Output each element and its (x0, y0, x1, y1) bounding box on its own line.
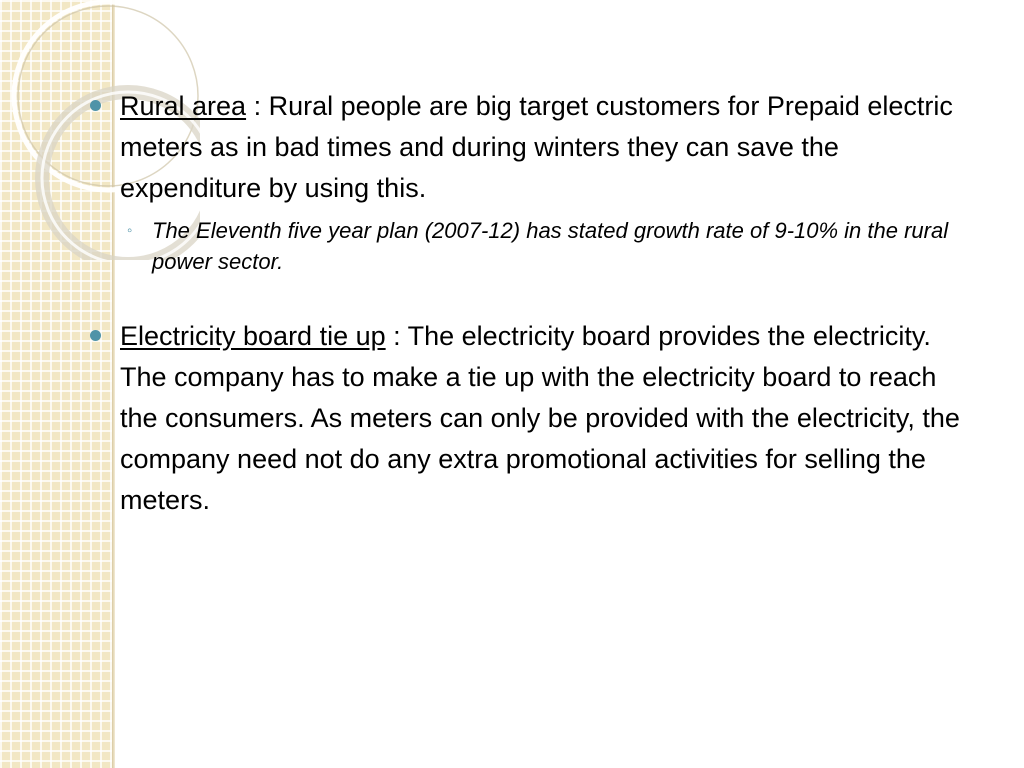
bullet-electricity-board (90, 316, 980, 521)
sub-bullet-eleventh-plan (120, 215, 980, 277)
bullet-term: Electricity board tie up (120, 321, 386, 351)
bullet-dot-icon (90, 330, 101, 341)
bullet-term: Rural area (120, 91, 247, 121)
bullet-rural-area (90, 86, 980, 277)
hollow-circle-icon: ◦ (127, 222, 133, 239)
slide-content (90, 86, 980, 521)
bullet-text: : Rural people are big target customers for Prepaid electric meters as in bad times and during winters they can save the expenditure by using this. (120, 91, 953, 203)
sub-bullet-text: The Eleventh five year plan (2007-12) has stated growth rate of 9-10% in the rural power sector. (152, 218, 949, 274)
bullet-text: : The electricity board provides the electricity. The company has to make a tie up with the electricity board to reach the consumers. As meters can only be provided with the electricity, the company need not do any extra promotional activities for selling the meters. (120, 321, 960, 515)
bullet-dot-icon (90, 100, 101, 111)
